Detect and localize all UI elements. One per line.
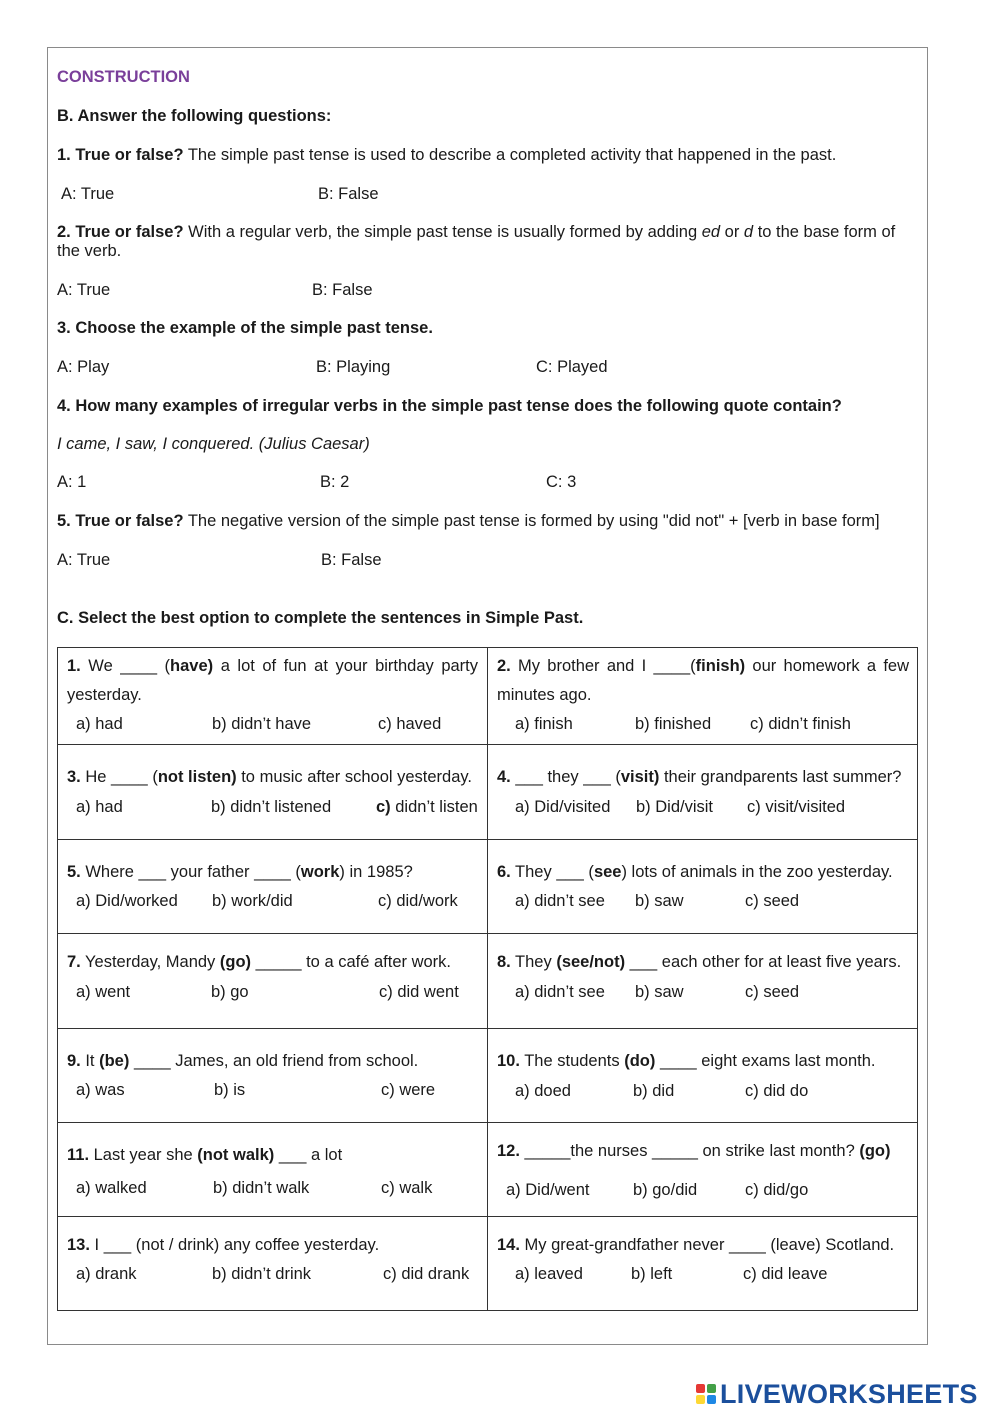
item-3-post: to music after school yesterday.	[236, 768, 473, 786]
item-7-pre: Yesterday, Mandy	[80, 953, 220, 971]
item-1-option-a[interactable]: a) had	[76, 715, 123, 733]
question-2-num: 2. True or false?	[57, 223, 184, 241]
item-9-num: 9.	[67, 1052, 81, 1070]
q5-option-a[interactable]: A: True	[57, 551, 111, 569]
table-row-line	[57, 1216, 918, 1217]
item-9-post: ____ James, an old friend from school.	[129, 1052, 419, 1070]
item-10-option-b[interactable]: b) did	[633, 1082, 675, 1100]
item-12-option-a[interactable]: a) Did/went	[506, 1181, 590, 1199]
item-11-pre: Last year she	[89, 1146, 198, 1164]
item-13-pre: I ___ (not / drink) any coffee yesterday.	[89, 1236, 380, 1254]
item-13-question	[67, 1235, 379, 1255]
item-14-num: 14.	[497, 1236, 520, 1254]
item-5-option-a[interactable]: a) Did/worked	[76, 892, 178, 910]
item-2-option-a[interactable]: a) finish	[515, 715, 573, 733]
q1-option-b[interactable]: B: False	[318, 185, 379, 203]
item-6-post: ) lots of animals in the zoo yesterday.	[621, 863, 893, 881]
q2-option-a[interactable]: A: True	[57, 281, 111, 299]
question-2	[57, 223, 919, 261]
question-1-text: The simple past tense is used to describe a completed activity that happened in the past.	[183, 146, 837, 164]
item-11-question	[67, 1145, 342, 1165]
table-row-line	[57, 1122, 918, 1123]
item-8-option-b[interactable]: b) saw	[635, 983, 684, 1001]
item-10-verb: (do)	[624, 1052, 656, 1070]
q4-option-b[interactable]: B: 2	[320, 473, 350, 491]
item-9-pre: It	[80, 1052, 100, 1070]
item-6-num: 6.	[497, 863, 511, 881]
question-2-text-b: or	[720, 223, 744, 241]
q4-option-c[interactable]: C: 3	[546, 473, 577, 491]
item-8-verb: (see/not)	[556, 953, 626, 971]
question-5-text: The negative version of the simple past tense is formed by using "did not" + [verb in base form]	[183, 512, 880, 530]
item-7-question	[67, 952, 451, 972]
item-9-option-b[interactable]: b) is	[214, 1081, 246, 1099]
item-3-option-c[interactable]	[376, 797, 478, 817]
question-2-ed: ed	[701, 223, 721, 241]
item-4-verb: visit)	[620, 768, 660, 786]
item-5-verb: work	[300, 863, 340, 881]
question-2-text-c: to the base form of the verb.	[57, 223, 896, 260]
item-1-verb: have)	[170, 657, 214, 675]
item-11-num: 11.	[67, 1146, 90, 1164]
item-11-option-c[interactable]: c) walk	[381, 1179, 433, 1197]
item-7-num: 7.	[67, 953, 81, 971]
item-12-option-c[interactable]: c) did/go	[745, 1181, 809, 1199]
item-3-option-c-text: didn’t listen	[390, 798, 478, 816]
item-10-question	[497, 1051, 875, 1071]
item-3-option-a[interactable]: a) had	[76, 798, 123, 816]
item-2-post: our homework a few minutes ago.	[497, 657, 909, 704]
question-5	[57, 511, 880, 531]
item-12-verb: (go)	[859, 1142, 891, 1160]
q1-option-a[interactable]: A: True	[61, 185, 115, 203]
liveworksheets-logo[interactable]	[696, 1378, 978, 1410]
item-4-option-a[interactable]: a) Did/visited	[515, 798, 611, 816]
question-1	[57, 145, 836, 165]
item-7-option-c[interactable]: c) did went	[379, 983, 459, 1001]
item-7-option-b[interactable]: b) go	[211, 983, 249, 1001]
question-1-num: 1. True or false?	[57, 146, 184, 164]
item-4-question	[497, 767, 901, 787]
item-14-option-b[interactable]: b) left	[631, 1265, 673, 1283]
question-3: 3. Choose the example of the simple past tense.	[57, 319, 433, 337]
table-row-line	[57, 933, 918, 934]
item-8-option-c[interactable]: c) seed	[745, 983, 800, 1001]
item-14-question	[497, 1235, 894, 1255]
item-9-option-a[interactable]: a) was	[76, 1081, 125, 1099]
item-2-pre: My brother and I ____(	[510, 657, 696, 675]
item-1-post: a lot of fun at your birthday party yesterday.	[67, 657, 479, 704]
item-9-question	[67, 1051, 418, 1071]
item-3-num: 3.	[67, 768, 81, 786]
logo-mark-icon	[696, 1384, 716, 1404]
item-5-num: 5.	[67, 863, 81, 881]
item-6-question	[497, 862, 893, 882]
item-4-post: their grandparents last summer?	[659, 768, 902, 786]
item-4-num: 4.	[497, 768, 511, 786]
q3-option-b[interactable]: B: Playing	[316, 358, 391, 376]
table-divider	[487, 647, 488, 1311]
item-12-pre: _____the nurses _____ on strike last month?	[519, 1142, 860, 1160]
item-3-verb: not listen)	[157, 768, 237, 786]
item-11-verb: (not walk)	[197, 1146, 275, 1164]
item-3-option-c-letter: c)	[376, 798, 391, 816]
item-8-post: ___ each other for at least five years.	[625, 953, 902, 971]
q3-option-a[interactable]: A: Play	[57, 358, 110, 376]
item-8-num: 8.	[497, 953, 511, 971]
item-1-pre: We ____ (	[80, 657, 171, 675]
item-13-option-b[interactable]: b) didn’t drink	[212, 1265, 312, 1283]
item-11-option-a[interactable]: a) walked	[76, 1179, 147, 1197]
item-1-num: 1.	[67, 657, 81, 675]
item-2-verb: finish)	[695, 657, 746, 675]
item-13-option-c[interactable]: c) did drank	[383, 1265, 470, 1283]
item-10-num: 10.	[497, 1052, 520, 1070]
item-4-pre: ___ they ___ (	[510, 768, 621, 786]
q2-option-b[interactable]: B: False	[312, 281, 373, 299]
item-4-option-b[interactable]: b) Did/visit	[636, 798, 714, 816]
item-2-num: 2.	[497, 657, 511, 675]
item-1-option-c[interactable]: c) haved	[378, 715, 442, 733]
item-1-option-b[interactable]: b) didn’t have	[212, 715, 312, 733]
item-7-verb: (go)	[219, 953, 252, 971]
table-row-line	[57, 1028, 918, 1029]
item-11-post: ___ a lot	[274, 1146, 343, 1164]
item-10-option-a[interactable]: a) doed	[515, 1082, 571, 1100]
item-5-question	[67, 862, 413, 882]
item-3-option-b[interactable]: b) didn’t listened	[211, 798, 332, 816]
item-2-question	[497, 652, 909, 710]
table-row-line	[57, 839, 918, 840]
item-4-option-c[interactable]: c) visit/visited	[747, 798, 846, 816]
item-1-question	[67, 652, 478, 710]
item-8-question	[497, 952, 901, 972]
item-13-num: 13.	[67, 1236, 90, 1254]
question-4-quote: I came, I saw, I conquered. (Julius Caesar)	[57, 435, 370, 453]
item-3-question	[67, 767, 472, 787]
item-8-pre: They	[510, 953, 557, 971]
q4-option-a[interactable]: A: 1	[57, 473, 87, 491]
item-5-option-c[interactable]: c) did/work	[378, 892, 458, 910]
item-10-post: ____ eight exams last month.	[655, 1052, 876, 1070]
item-12-num: 12.	[497, 1142, 520, 1160]
item-5-post: ) in 1985?	[339, 863, 413, 881]
item-13-option-a[interactable]: a) drank	[76, 1265, 137, 1283]
item-2-option-b[interactable]: b) finished	[635, 715, 712, 733]
item-3-pre: He ____ (	[80, 768, 158, 786]
q5-option-b[interactable]: B: False	[321, 551, 382, 569]
part-b-title: B. Answer the following questions:	[57, 107, 332, 125]
question-5-num: 5. True or false?	[57, 512, 184, 530]
logo-text: LIVEWORKSHEETS	[720, 1378, 978, 1409]
item-9-verb: (be)	[99, 1052, 130, 1070]
item-7-post: _____ to a café after work.	[251, 953, 451, 971]
item-7-option-a[interactable]: a) went	[76, 983, 131, 1001]
item-10-option-c[interactable]: c) did do	[745, 1082, 809, 1100]
item-2-option-c[interactable]: c) didn’t finish	[750, 715, 851, 733]
item-5-option-b[interactable]: b) work/did	[212, 892, 293, 910]
question-2-d: d	[743, 223, 754, 241]
item-12-option-b[interactable]: b) go/did	[633, 1181, 698, 1199]
item-8-option-a[interactable]: a) didn’t see	[515, 983, 605, 1001]
item-6-option-b[interactable]: b) saw	[635, 892, 684, 910]
item-6-verb: see	[593, 863, 622, 881]
item-14-pre: My great-grandfather never ____ (leave) Scotland.	[519, 1236, 895, 1254]
item-5-pre: Where ___ your father ____ (	[80, 863, 301, 881]
item-14-option-a[interactable]: a) leaved	[515, 1265, 583, 1283]
item-9-option-c[interactable]: c) were	[381, 1081, 436, 1099]
part-c-title: C. Select the best option to complete the sentences in Simple Past.	[57, 609, 584, 627]
item-6-option-a[interactable]: a) didn’t see	[515, 892, 605, 910]
table-row-line	[57, 744, 918, 745]
item-11-option-b[interactable]: b) didn’t walk	[213, 1179, 310, 1197]
question-4: 4. How many examples of irregular verbs in the simple past tense does the following quote contain?	[57, 397, 842, 415]
q3-option-c[interactable]: C: Played	[536, 358, 608, 376]
item-12-question	[497, 1141, 890, 1161]
section-heading: CONSTRUCTION	[57, 68, 190, 86]
item-6-pre: They ___ (	[510, 863, 594, 881]
item-10-pre: The students	[519, 1052, 625, 1070]
item-6-option-c[interactable]: c) seed	[745, 892, 800, 910]
item-14-option-c[interactable]: c) did leave	[743, 1265, 828, 1283]
question-2-text-a: With a regular verb, the simple past tense is usually formed by adding	[183, 223, 702, 241]
